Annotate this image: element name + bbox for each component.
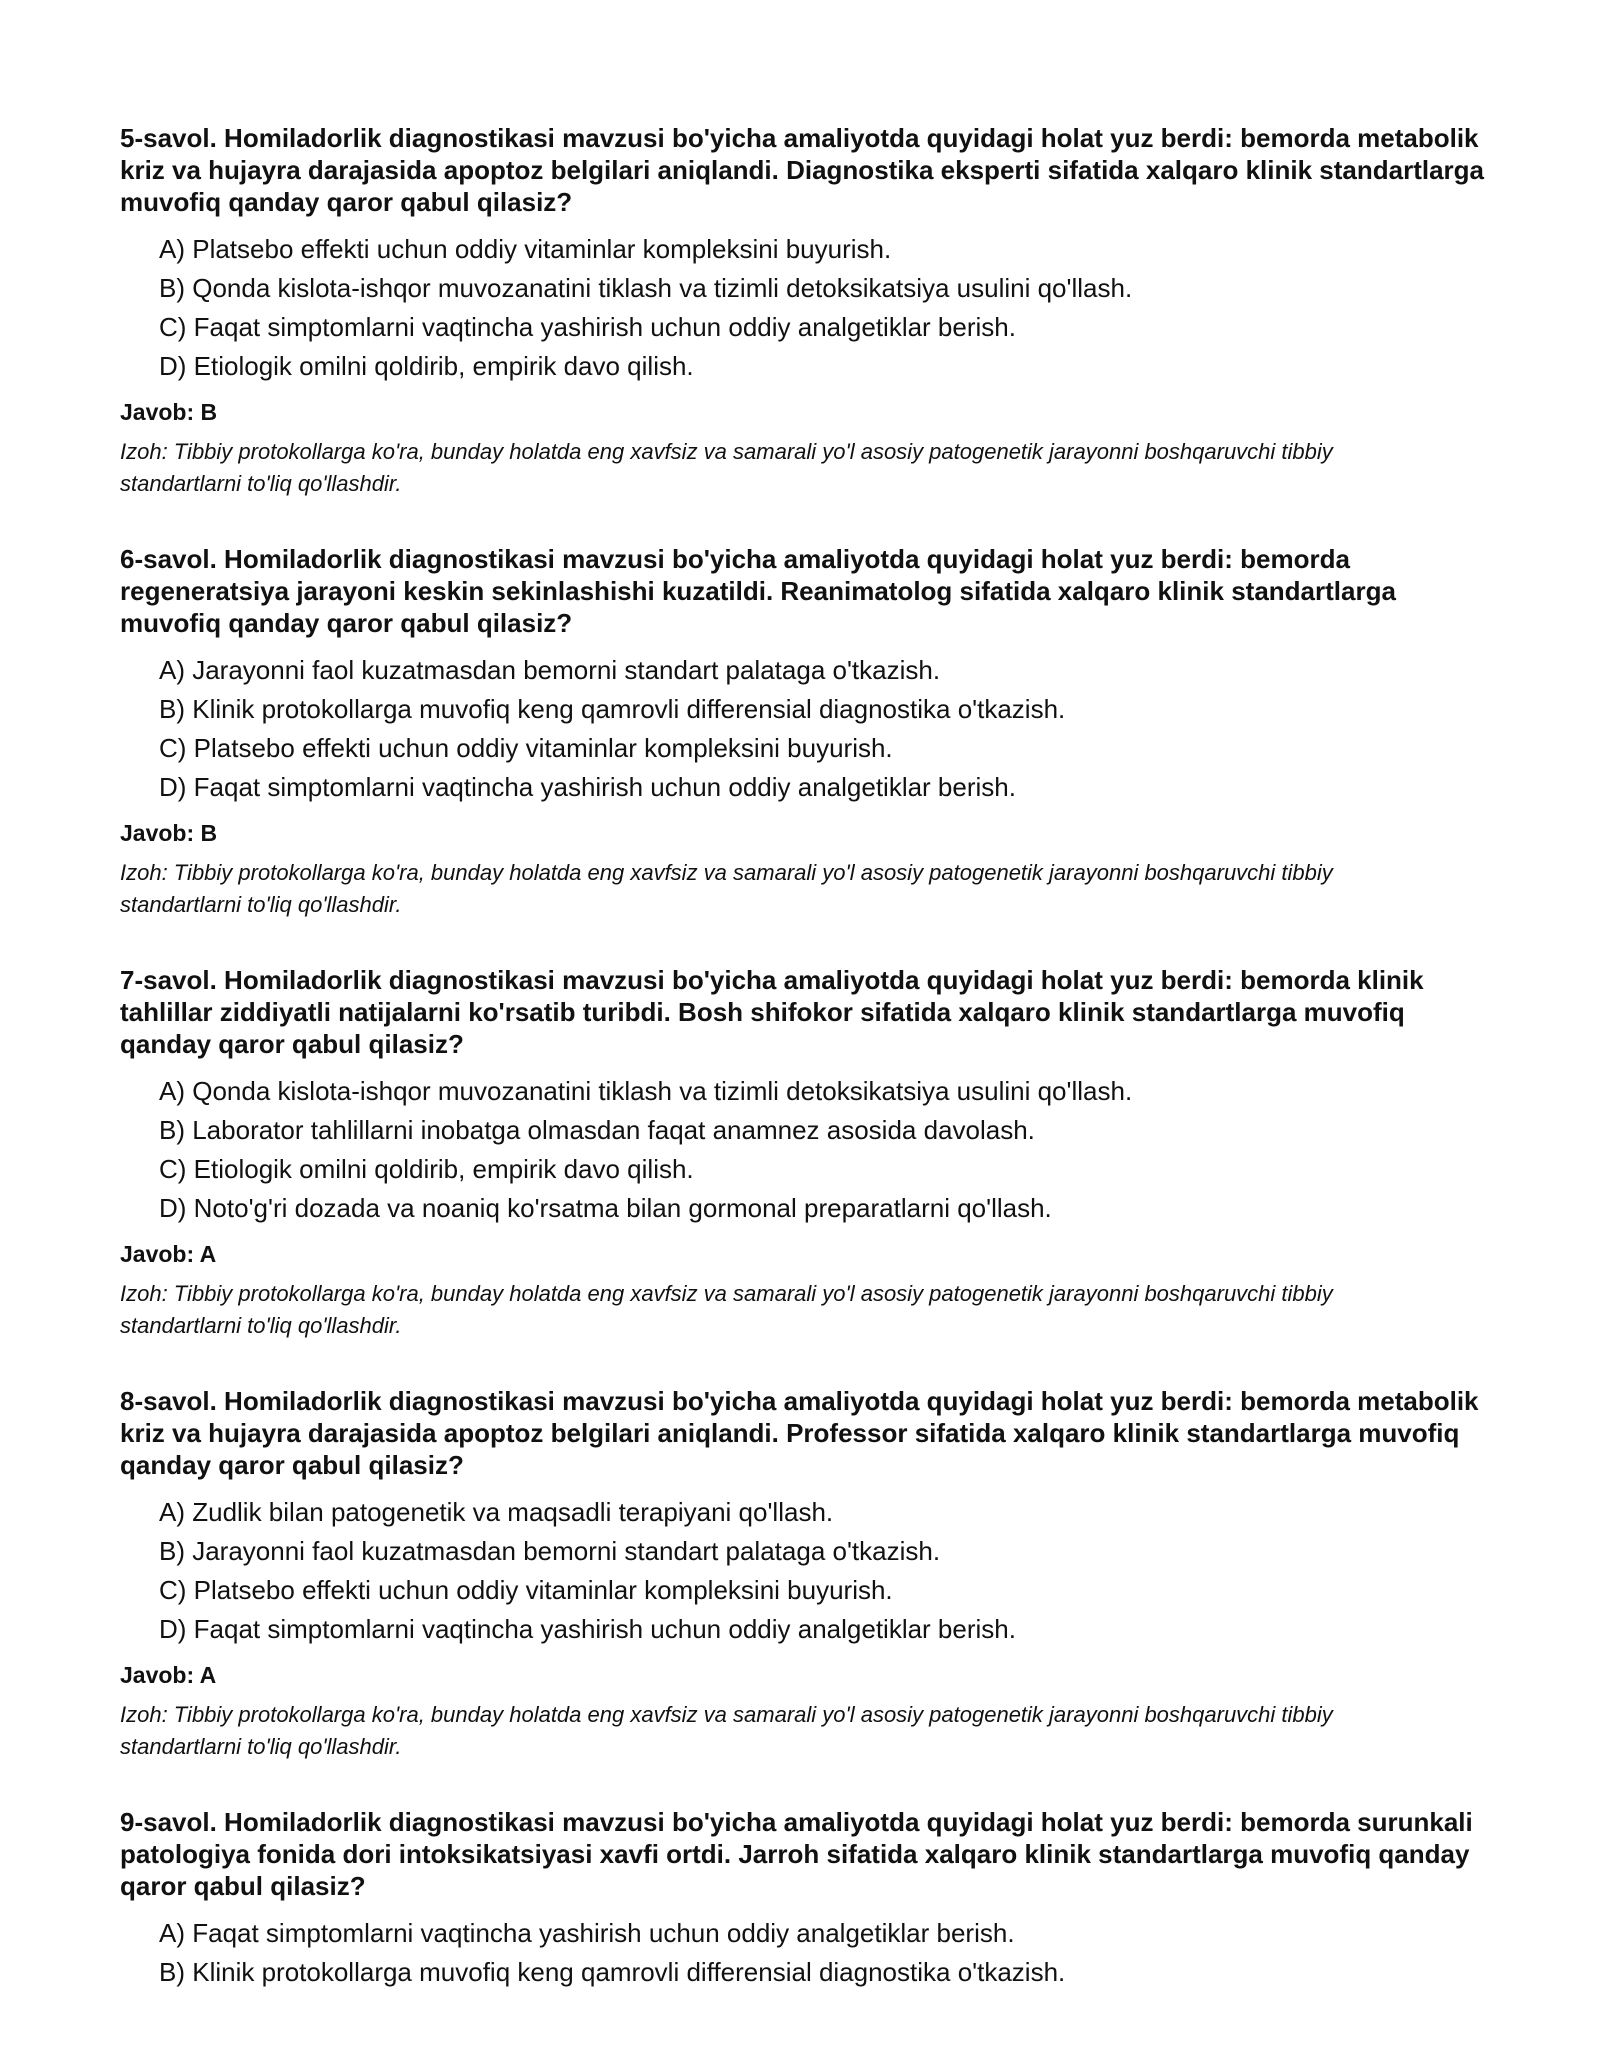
option-a: A) Jarayonni faol kuzatmasdan bemorni standart palataga o'tkazish. — [159, 655, 941, 685]
answer-key: Javob: A — [120, 1241, 217, 1267]
option-c: C) Platsebo effekti uchun oddiy vitaminlar kompleksini buyurish. — [159, 1575, 893, 1605]
document-page — [120, 122, 1500, 2035]
explanation-text: Izoh: Tibbiy protokollarga ko'ra, bunday holatda eng xavfsiz va samarali yo'l asosiy patogenetik jarayonni boshqaruvchi tibbiy standartlarni to'liq qo'llashdir. — [120, 860, 1333, 917]
question-block — [120, 543, 1500, 921]
answer-key: Javob: B — [120, 820, 218, 846]
option-d: D) Faqat simptomlarni vaqtincha yashirish uchun oddiy analgetiklar berish. — [159, 772, 1016, 802]
question-text: 9-savol. Homiladorlik diagnostikasi mavzusi bo'yicha amaliyotda quyidagi holat yuz berdi: bemorda surunkali patologiya fonida dori intoksikatsiyasi xavfi ortdi. Jarroh sifatida xalqaro klinik standartlarga muvofiq qanday qaror qabul qilasiz? — [120, 1807, 1473, 1901]
option-b: B) Klinik protokollarga muvofiq keng qamrovli differensial diagnostika o'tkazish. — [159, 694, 1066, 724]
explanation-text: Izoh: Tibbiy protokollarga ko'ra, bunday holatda eng xavfsiz va samarali yo'l asosiy patogenetik jarayonni boshqaruvchi tibbiy standartlarni to'liq qo'llashdir. — [120, 1702, 1333, 1759]
option-c: C) Faqat simptomlarni vaqtincha yashirish uchun oddiy analgetiklar berish. — [159, 312, 1016, 342]
option-b: B) Laborator tahlillarni inobatga olmasdan faqat anamnez asosida davolash. — [159, 1115, 1035, 1145]
explanation-text: Izoh: Tibbiy protokollarga ko'ra, bunday holatda eng xavfsiz va samarali yo'l asosiy patogenetik jarayonni boshqaruvchi tibbiy standartlarni to'liq qo'llashdir. — [120, 439, 1333, 496]
option-d: D) Noto'g'ri dozada va noaniq ko'rsatma bilan gormonal preparatlarni qo'llash. — [159, 1193, 1052, 1223]
option-d: D) Etiologik omilni qoldirib, empirik davo qilish. — [159, 351, 694, 381]
option-a: A) Platsebo effekti uchun oddiy vitaminlar kompleksini buyurish. — [159, 234, 892, 264]
option-c: C) Etiologik omilni qoldirib, empirik davo qilish. — [159, 1154, 694, 1184]
explanation-text: Izoh: Tibbiy protokollarga ko'ra, bunday holatda eng xavfsiz va samarali yo'l asosiy patogenetik jarayonni boshqaruvchi tibbiy standartlarni to'liq qo'llashdir. — [120, 1281, 1333, 1338]
option-b: B) Klinik protokollarga muvofiq keng qamrovli differensial diagnostika o'tkazish. — [159, 1957, 1066, 1987]
option-a: A) Zudlik bilan patogenetik va maqsadli terapiyani qo'llash. — [159, 1497, 834, 1527]
answer-options — [120, 651, 1500, 807]
answer-options — [120, 230, 1500, 386]
question-block — [120, 1806, 1500, 1992]
question-block — [120, 964, 1500, 1342]
question-block — [120, 1385, 1500, 1763]
answer-options — [120, 1072, 1500, 1228]
question-block — [120, 122, 1500, 500]
question-text: 7-savol. Homiladorlik diagnostikasi mavzusi bo'yicha amaliyotda quyidagi holat yuz berdi: bemorda klinik tahlillar ziddiyatli natijalarni ko'rsatib turibdi. Bosh shifokor sifatida xalqaro klinik standartlarga muvofiq qanday qaror qabul qilasiz? — [120, 965, 1424, 1059]
question-text: 5-savol. Homiladorlik diagnostikasi mavzusi bo'yicha amaliyotda quyidagi holat yuz berdi: bemorda metabolik kriz va hujayra darajasida apoptoz belgilari aniqlandi. Diagnostika eksperti sifatida xalqaro klinik standartlarga muvofiq qanday qaror qabul qilasiz? — [120, 123, 1484, 217]
option-b: B) Jarayonni faol kuzatmasdan bemorni standart palataga o'tkazish. — [159, 1536, 941, 1566]
answer-options — [120, 1493, 1500, 1649]
question-text: 8-savol. Homiladorlik diagnostikasi mavzusi bo'yicha amaliyotda quyidagi holat yuz berdi: bemorda metabolik kriz va hujayra darajasida apoptoz belgilari aniqlandi. Professor sifatida xalqaro klinik standartlarga muvofiq qanday qaror qabul qilasiz? — [120, 1386, 1479, 1480]
option-c: C) Platsebo effekti uchun oddiy vitaminlar kompleksini buyurish. — [159, 733, 893, 763]
answer-key: Javob: A — [120, 1662, 217, 1688]
option-a: A) Qonda kislota-ishqor muvozanatini tiklash va tizimli detoksikatsiya usulini qo'llash. — [159, 1076, 1133, 1106]
option-a: A) Faqat simptomlarni vaqtincha yashirish uchun oddiy analgetiklar berish. — [159, 1918, 1015, 1948]
option-b: B) Qonda kislota-ishqor muvozanatini tiklash va tizimli detoksikatsiya usulini qo'llash. — [159, 273, 1133, 303]
question-text: 6-savol. Homiladorlik diagnostikasi mavzusi bo'yicha amaliyotda quyidagi holat yuz berdi: bemorda regeneratsiya jarayoni keskin sekinlashishi kuzatildi. Reanimatolog sifatida xalqaro klinik standartlarga muvofiq qanday qaror qabul qilasiz? — [120, 544, 1396, 638]
answer-key: Javob: B — [120, 399, 218, 425]
answer-options — [120, 1914, 1500, 1992]
option-d: D) Faqat simptomlarni vaqtincha yashirish uchun oddiy analgetiklar berish. — [159, 1614, 1016, 1644]
